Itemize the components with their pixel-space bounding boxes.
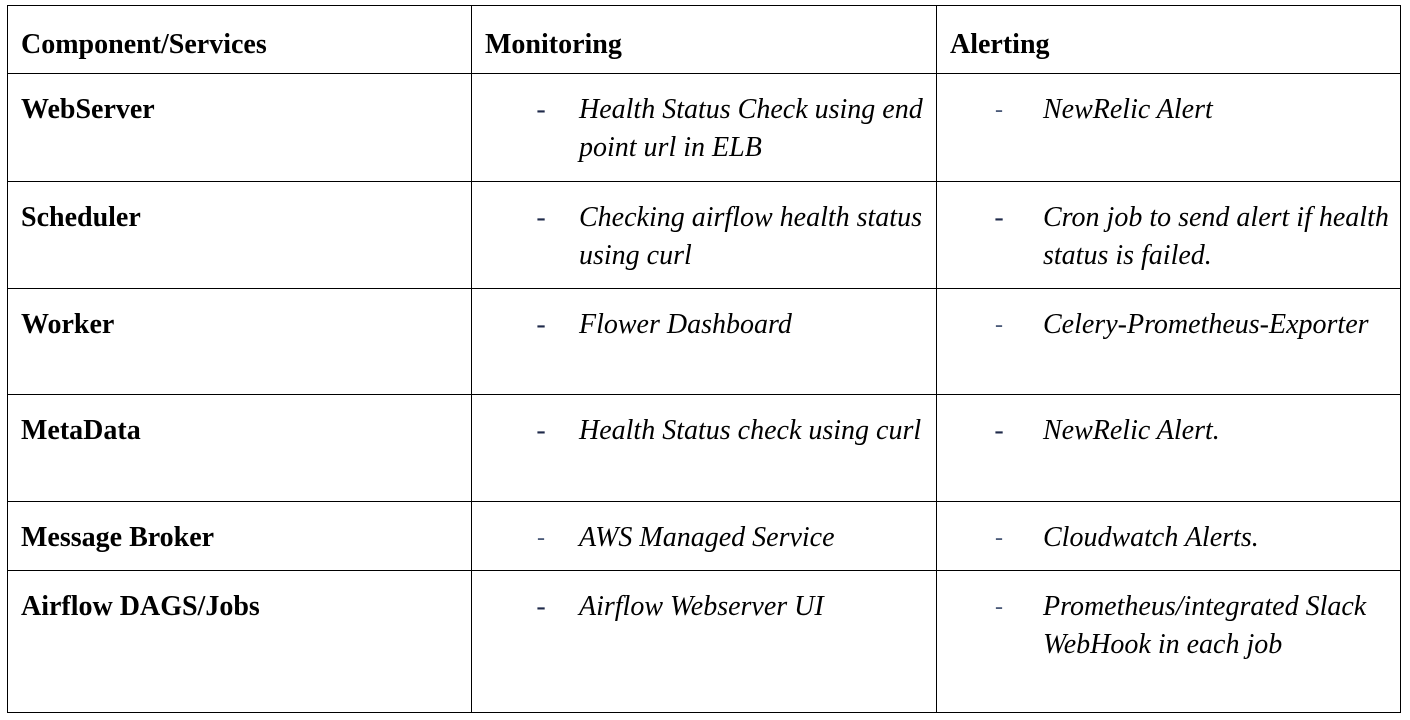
list-item <box>937 306 1400 344</box>
monitoring-cell <box>472 571 937 713</box>
header-row <box>8 6 1401 74</box>
monitoring-cell <box>472 289 937 395</box>
component-cell: Scheduler <box>8 182 472 289</box>
monitoring-text: AWS Managed Service <box>579 522 835 553</box>
bullet-dash: - <box>995 97 1003 123</box>
table-row <box>8 571 1401 713</box>
component-cell: WebServer <box>8 74 472 182</box>
alerting-cell <box>937 571 1401 713</box>
alerting-cell <box>937 182 1401 289</box>
table-row <box>8 182 1401 289</box>
bullet-dash: - <box>536 94 546 125</box>
component-cell: Worker <box>8 289 472 395</box>
monitoring-text: Flower Dashboard <box>579 309 792 340</box>
alerting-cell <box>937 395 1401 502</box>
table-row <box>8 289 1401 395</box>
column-header-alerting: Alerting <box>937 6 1401 74</box>
monitoring-cell <box>472 502 937 571</box>
bullet-dash: - <box>994 202 1004 233</box>
list-item <box>472 306 936 344</box>
bullet-dash: - <box>536 309 546 340</box>
table-row <box>8 74 1401 182</box>
monitoring-alerting-table <box>7 5 1401 713</box>
monitoring-cell <box>472 395 937 502</box>
alerting-text: Celery-Prometheus-Exporter <box>1043 309 1369 340</box>
monitoring-text: Health Status check using curl <box>579 415 922 446</box>
alerting-text: Cron job to send alert if health status is failed. <box>1043 202 1389 271</box>
list-item <box>472 91 936 167</box>
list-item <box>937 412 1400 450</box>
alerting-text: NewRelic Alert <box>1043 94 1213 125</box>
alerting-cell <box>937 289 1401 395</box>
bullet-dash: - <box>536 202 546 233</box>
bullet-dash: - <box>536 415 546 446</box>
list-item <box>937 91 1400 129</box>
table-row <box>8 502 1401 571</box>
monitoring-text: Checking airflow health status using curl <box>579 202 922 271</box>
bullet-dash: - <box>995 594 1003 620</box>
list-item <box>472 588 936 626</box>
list-item <box>472 199 936 275</box>
list-item <box>937 519 1400 557</box>
alerting-cell <box>937 74 1401 182</box>
monitoring-text: Airflow Webserver UI <box>579 591 824 622</box>
monitoring-cell <box>472 74 937 182</box>
list-item <box>472 519 936 557</box>
list-item <box>472 412 936 450</box>
component-cell: Message Broker <box>8 502 472 571</box>
list-item <box>937 588 1400 664</box>
list-item <box>937 199 1400 275</box>
column-header-component: Component/Services <box>8 6 472 74</box>
column-header-monitoring: Monitoring <box>472 6 937 74</box>
bullet-dash: - <box>537 525 545 551</box>
alerting-text: NewRelic Alert. <box>1043 415 1220 446</box>
alerting-text: Prometheus/integrated Slack WebHook in each job <box>1043 591 1367 660</box>
bullet-dash: - <box>994 415 1004 446</box>
component-cell: Airflow DAGS/Jobs <box>8 571 472 713</box>
monitoring-text: Health Status Check using end point url in ELB <box>579 94 923 163</box>
alerting-cell <box>937 502 1401 571</box>
bullet-dash: - <box>995 525 1003 551</box>
monitoring-cell <box>472 182 937 289</box>
component-cell: MetaData <box>8 395 472 502</box>
bullet-dash: - <box>536 591 546 622</box>
alerting-text: Cloudwatch Alerts. <box>1043 522 1259 553</box>
bullet-dash: - <box>995 312 1003 338</box>
table-row <box>8 395 1401 502</box>
